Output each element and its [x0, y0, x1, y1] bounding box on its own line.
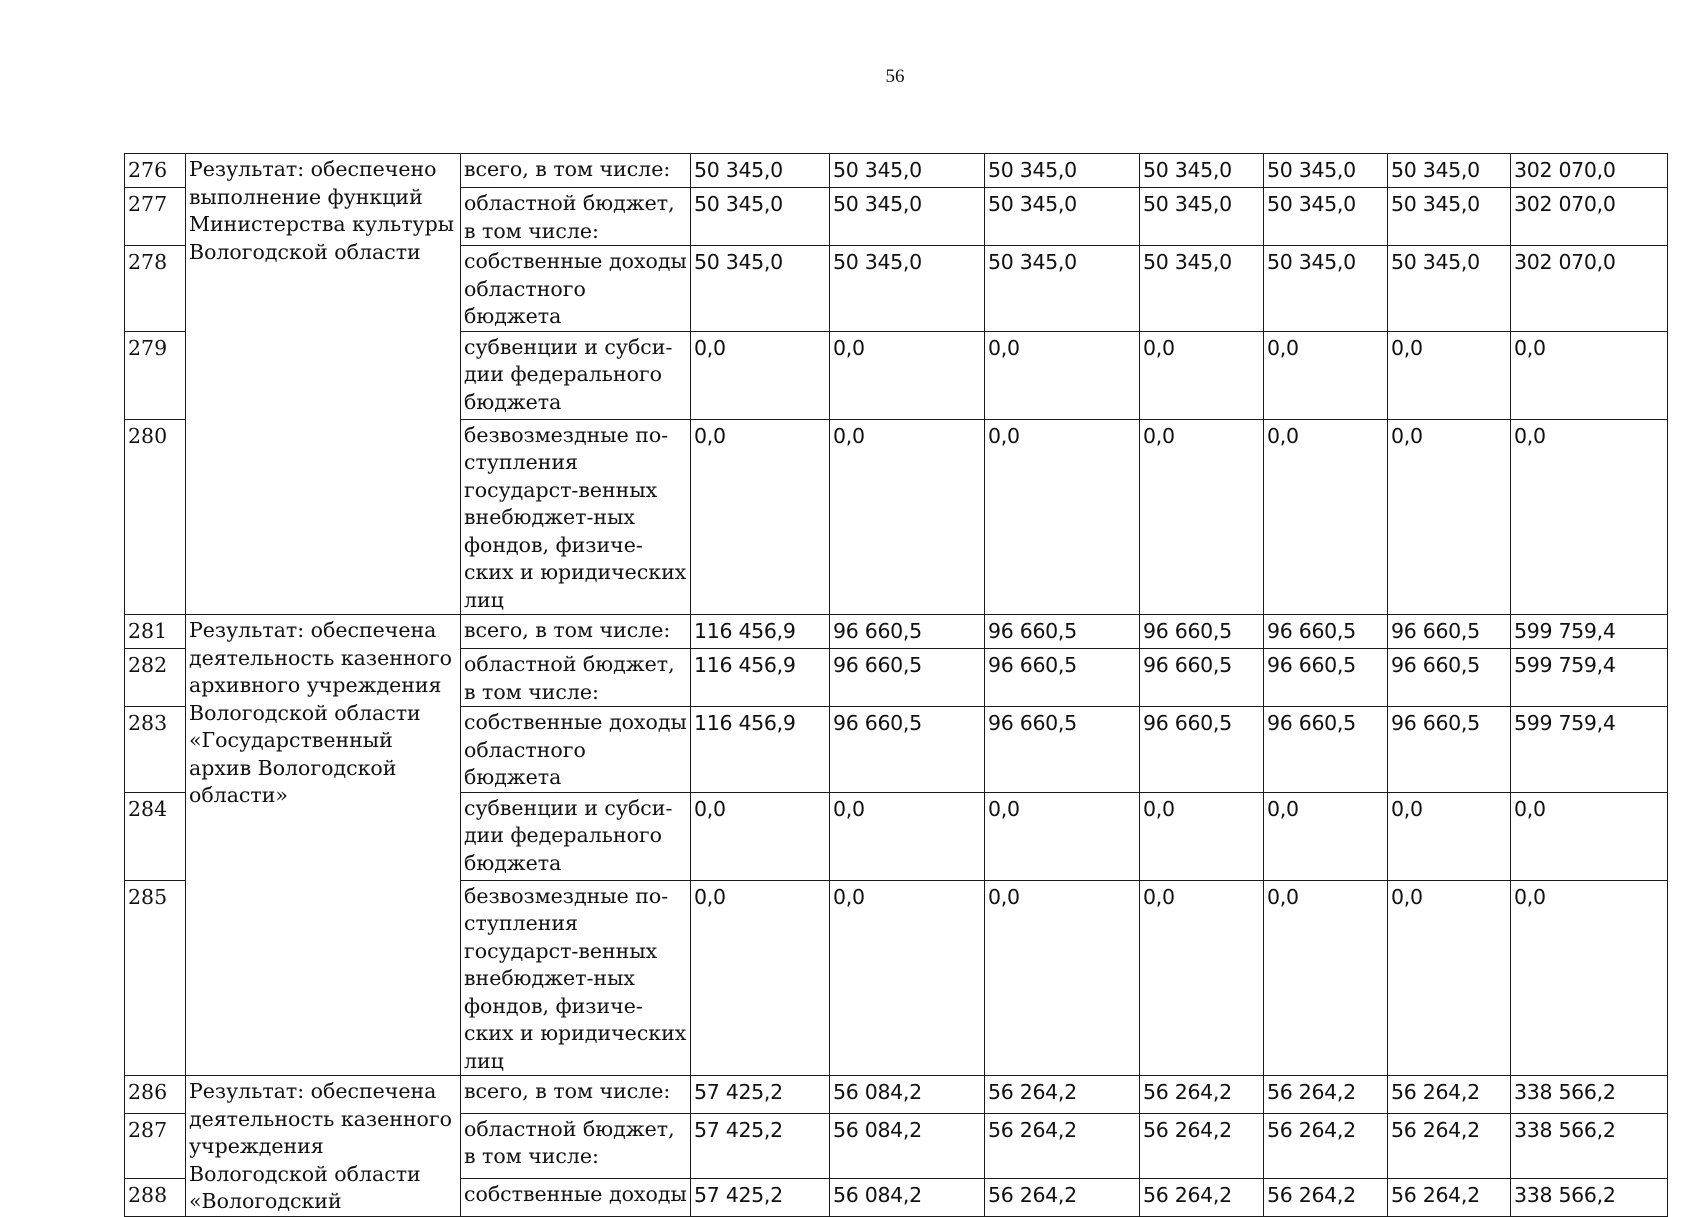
funding-source: субвенции и субси-дии федерального бюджета — [461, 331, 691, 419]
year-value-cell: 0,0 — [1140, 419, 1264, 615]
funding-source: безвозмездные по-ступления государст-венных внебюджет-ных фондов, физиче-ских и юридических лиц — [461, 880, 691, 1076]
total-value-cell: 599 759,4 — [1511, 649, 1668, 707]
row-number: 276 — [125, 154, 186, 188]
year-value-cell: 0,0 — [1388, 792, 1511, 880]
year-value-cell: 0,0 — [691, 792, 830, 880]
budget-table — [124, 153, 1668, 1217]
funding-source: всего, в том числе: — [461, 615, 691, 649]
total-value-cell: 302 070,0 — [1511, 246, 1668, 332]
year-value-cell: 56 264,2 — [1140, 1178, 1264, 1216]
funding-source: собственные доходы областного бюджета — [461, 707, 691, 793]
year-value-cell: 50 345,0 — [1264, 246, 1388, 332]
funding-source: всего, в том числе: — [461, 154, 691, 188]
row-number: 279 — [125, 331, 186, 419]
year-value-cell: 56 264,2 — [1264, 1076, 1388, 1114]
row-number: 281 — [125, 615, 186, 649]
row-number: 285 — [125, 880, 186, 1076]
year-value-cell: 57 425,2 — [691, 1113, 830, 1178]
year-value-cell: 0,0 — [830, 792, 985, 880]
year-value-cell: 56 264,2 — [1388, 1113, 1511, 1178]
page-number: 56 — [885, 66, 905, 87]
year-value-cell: 96 660,5 — [1264, 615, 1388, 649]
year-value-cell: 50 345,0 — [830, 188, 985, 246]
row-number: 287 — [125, 1113, 186, 1178]
total-value-cell: 0,0 — [1511, 792, 1668, 880]
year-value-cell: 50 345,0 — [830, 154, 985, 188]
year-value-cell: 57 425,2 — [691, 1076, 830, 1114]
year-value-cell: 96 660,5 — [985, 649, 1140, 707]
total-value-cell: 599 759,4 — [1511, 707, 1668, 793]
row-number: 277 — [125, 188, 186, 246]
row-number: 280 — [125, 419, 186, 615]
year-value-cell: 56 264,2 — [1140, 1076, 1264, 1114]
year-value-cell: 57 425,2 — [691, 1178, 830, 1216]
total-value-cell: 302 070,0 — [1511, 188, 1668, 246]
year-value-cell: 50 345,0 — [1388, 246, 1511, 332]
year-value-cell: 96 660,5 — [1388, 649, 1511, 707]
year-value-cell: 96 660,5 — [1140, 707, 1264, 793]
year-value-cell: 50 345,0 — [1140, 154, 1264, 188]
total-value-cell: 0,0 — [1511, 419, 1668, 615]
year-value-cell: 96 660,5 — [1140, 649, 1264, 707]
year-value-cell: 56 084,2 — [830, 1178, 985, 1216]
year-value-cell: 0,0 — [691, 880, 830, 1076]
year-value-cell: 0,0 — [1388, 419, 1511, 615]
row-number: 283 — [125, 707, 186, 793]
result-description: Результат: обеспечено выполнение функций Министерства культуры Вологодской области — [186, 154, 461, 615]
year-value-cell: 96 660,5 — [1264, 707, 1388, 793]
year-value-cell: 56 264,2 — [1264, 1178, 1388, 1216]
year-value-cell: 0,0 — [985, 792, 1140, 880]
row-number: 284 — [125, 792, 186, 880]
year-value-cell: 50 345,0 — [691, 154, 830, 188]
year-value-cell: 50 345,0 — [1388, 188, 1511, 246]
year-value-cell: 56 264,2 — [985, 1076, 1140, 1114]
year-value-cell: 50 345,0 — [691, 246, 830, 332]
year-value-cell: 0,0 — [985, 331, 1140, 419]
year-value-cell: 0,0 — [985, 419, 1140, 615]
funding-source: областной бюджет, в том числе: — [461, 188, 691, 246]
year-value-cell: 96 660,5 — [1388, 615, 1511, 649]
year-value-cell: 0,0 — [1140, 880, 1264, 1076]
funding-source: собственные доходы — [461, 1178, 691, 1216]
funding-source: всего, в том числе: — [461, 1076, 691, 1114]
total-value-cell: 338 566,2 — [1511, 1178, 1668, 1216]
year-value-cell: 96 660,5 — [1264, 649, 1388, 707]
year-value-cell: 0,0 — [985, 880, 1140, 1076]
year-value-cell: 56 264,2 — [1140, 1113, 1264, 1178]
funding-source: субвенции и субси-дии федерального бюджета — [461, 792, 691, 880]
table-body — [125, 154, 1668, 1217]
year-value-cell: 116 456,9 — [691, 707, 830, 793]
year-value-cell: 56 264,2 — [1264, 1113, 1388, 1178]
funding-source: областной бюджет, в том числе: — [461, 649, 691, 707]
table-row — [125, 1076, 1668, 1114]
row-number: 282 — [125, 649, 186, 707]
year-value-cell: 50 345,0 — [691, 188, 830, 246]
year-value-cell: 0,0 — [830, 880, 985, 1076]
year-value-cell: 0,0 — [1264, 419, 1388, 615]
year-value-cell: 56 264,2 — [985, 1178, 1140, 1216]
year-value-cell: 50 345,0 — [985, 188, 1140, 246]
year-value-cell: 0,0 — [691, 331, 830, 419]
row-number: 278 — [125, 246, 186, 332]
total-value-cell: 0,0 — [1511, 331, 1668, 419]
year-value-cell: 50 345,0 — [985, 246, 1140, 332]
year-value-cell: 96 660,5 — [985, 615, 1140, 649]
funding-source: собственные доходы областного бюджета — [461, 246, 691, 332]
year-value-cell: 96 660,5 — [830, 649, 985, 707]
year-value-cell: 116 456,9 — [691, 615, 830, 649]
year-value-cell: 0,0 — [1388, 880, 1511, 1076]
year-value-cell: 0,0 — [830, 419, 985, 615]
row-number: 286 — [125, 1076, 186, 1114]
year-value-cell: 0,0 — [1140, 331, 1264, 419]
year-value-cell: 50 345,0 — [1264, 154, 1388, 188]
total-value-cell: 338 566,2 — [1511, 1076, 1668, 1114]
year-value-cell: 96 660,5 — [830, 707, 985, 793]
year-value-cell: 0,0 — [830, 331, 985, 419]
year-value-cell: 96 660,5 — [985, 707, 1140, 793]
year-value-cell: 116 456,9 — [691, 649, 830, 707]
year-value-cell: 96 660,5 — [1388, 707, 1511, 793]
total-value-cell: 338 566,2 — [1511, 1113, 1668, 1178]
year-value-cell: 56 264,2 — [1388, 1178, 1511, 1216]
total-value-cell: 302 070,0 — [1511, 154, 1668, 188]
year-value-cell: 50 345,0 — [985, 154, 1140, 188]
table-row — [125, 154, 1668, 188]
year-value-cell: 50 345,0 — [1140, 246, 1264, 332]
year-value-cell: 96 660,5 — [1140, 615, 1264, 649]
year-value-cell: 50 345,0 — [830, 246, 985, 332]
result-description: Результат: обеспечена деятельность казенного учреждения Вологодской области «Вологодский — [186, 1076, 461, 1217]
year-value-cell: 0,0 — [1140, 792, 1264, 880]
table-row — [125, 615, 1668, 649]
year-value-cell: 50 345,0 — [1140, 188, 1264, 246]
year-value-cell: 56 264,2 — [1388, 1076, 1511, 1114]
year-value-cell: 56 084,2 — [830, 1113, 985, 1178]
year-value-cell: 0,0 — [691, 419, 830, 615]
total-value-cell: 599 759,4 — [1511, 615, 1668, 649]
year-value-cell: 96 660,5 — [830, 615, 985, 649]
year-value-cell: 56 264,2 — [985, 1113, 1140, 1178]
year-value-cell: 0,0 — [1264, 331, 1388, 419]
year-value-cell: 50 345,0 — [1388, 154, 1511, 188]
total-value-cell: 0,0 — [1511, 880, 1668, 1076]
funding-source: областной бюджет, в том числе: — [461, 1113, 691, 1178]
year-value-cell: 50 345,0 — [1264, 188, 1388, 246]
result-description: Результат: обеспечена деятельность казенного архивного учреждения Вологодской области «Государственный архив Вологодской области» — [186, 615, 461, 1076]
year-value-cell: 0,0 — [1388, 331, 1511, 419]
funding-source: безвозмездные по-ступления государст-венных внебюджет-ных фондов, физиче-ских и юридических лиц — [461, 419, 691, 615]
year-value-cell: 0,0 — [1264, 792, 1388, 880]
row-number: 288 — [125, 1178, 186, 1216]
year-value-cell: 0,0 — [1264, 880, 1388, 1076]
year-value-cell: 56 084,2 — [830, 1076, 985, 1114]
